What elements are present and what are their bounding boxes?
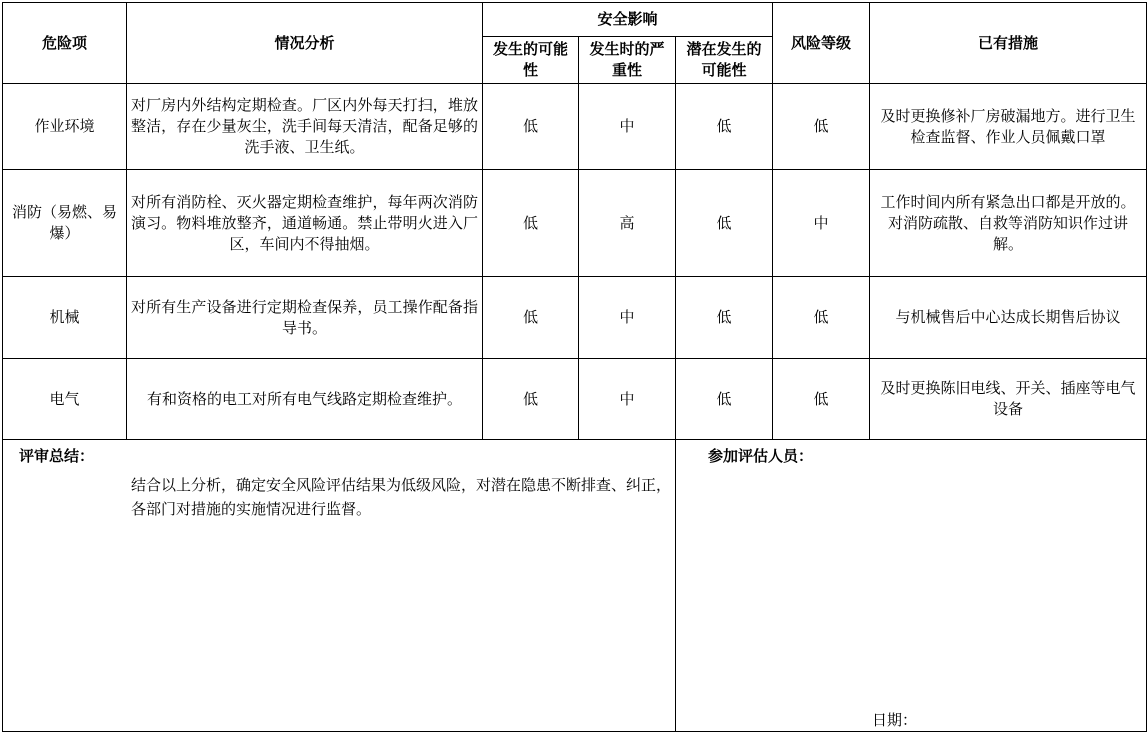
analysis-text: 有和资格的电工对所有电气线路定期检查维护。	[146, 389, 462, 408]
analysis-cell	[127, 170, 483, 277]
hazard-cell: 机械	[3, 277, 127, 359]
risk-assessment-table	[2, 2, 1147, 732]
risk-level-cell: 低	[773, 277, 870, 359]
potential-cell: 低	[676, 359, 773, 440]
measures-cell: 及时更换陈旧电线、开关、插座等电气设备	[870, 359, 1147, 440]
risk-level-cell: 中	[773, 170, 870, 277]
header-severity: 发生时的严重性	[579, 37, 676, 84]
header-potential: 潜在发生的可能性	[676, 37, 773, 84]
potential-cell: 低	[676, 277, 773, 359]
summary-cell	[3, 440, 676, 732]
summary-row	[3, 440, 1147, 732]
potential-cell: 低	[676, 170, 773, 277]
probability-cell: 低	[483, 170, 579, 277]
table-row	[3, 277, 1147, 359]
potential-cell: 低	[676, 84, 773, 170]
measures-cell: 与机械售后中心达成长期售后协议	[870, 277, 1147, 359]
risk-assessment-sheet	[2, 2, 1146, 733]
probability-cell: 低	[483, 359, 579, 440]
analysis-cell	[127, 359, 483, 440]
severity-cell: 中	[579, 277, 676, 359]
summary-label: 评审总结：	[19, 447, 95, 465]
risk-level-cell: 低	[773, 84, 870, 170]
table-row	[3, 359, 1147, 440]
participants-cell	[676, 440, 1147, 732]
table-row	[3, 170, 1147, 277]
table-row	[3, 84, 1147, 170]
header-risk-level: 风险等级	[773, 3, 870, 84]
analysis-cell	[127, 277, 483, 359]
probability-cell: 低	[483, 277, 579, 359]
analysis-text: 对所有消防栓、灭火器定期检查维护，每年两次消防演习。物料堆放整齐，通道畅通。禁止带明火进入厂区，车间内不得抽烟。	[131, 192, 478, 253]
severity-cell: 高	[579, 170, 676, 277]
header-probability: 发生的可能性	[483, 37, 579, 84]
date-label: 日期：	[872, 711, 918, 729]
header-row-1	[3, 3, 1147, 37]
analysis-cell	[127, 84, 483, 170]
summary-text: 结合以上分析，确定安全风险评估结果为低级风险，对潜在隐患不断排查、纠正，各部门对措施的实施情况进行监督。	[131, 476, 672, 518]
severity-cell: 中	[579, 84, 676, 170]
participants-label: 参加评估人员：	[708, 447, 814, 465]
header-safety-impact: 安全影响	[483, 3, 773, 37]
header-hazard: 危险项	[3, 3, 127, 84]
measures-cell: 及时更换修补厂房破漏地方。进行卫生检查监督、作业人员佩戴口罩	[870, 84, 1147, 170]
severity-cell: 中	[579, 359, 676, 440]
risk-level-cell: 低	[773, 359, 870, 440]
analysis-text: 对所有生产设备进行定期检查保养，员工操作配备指导书。	[131, 297, 478, 337]
analysis-text: 对厂房内外结构定期检查。厂区内外每天打扫，堆放整洁，存在少量灰尘，洗手间每天清洁，配备足够的洗手液、卫生纸。	[131, 96, 478, 156]
hazard-cell: 电气	[3, 359, 127, 440]
hazard-cell: 作业环境	[3, 84, 127, 170]
header-measures: 已有措施	[870, 3, 1147, 84]
header-analysis: 情况分析	[127, 3, 483, 84]
hazard-cell: 消防（易燃、易爆）	[3, 170, 127, 277]
probability-cell: 低	[483, 84, 579, 170]
measures-cell: 工作时间内所有紧急出口都是开放的。对消防疏散、自救等消防知识作过讲解。	[870, 170, 1147, 277]
